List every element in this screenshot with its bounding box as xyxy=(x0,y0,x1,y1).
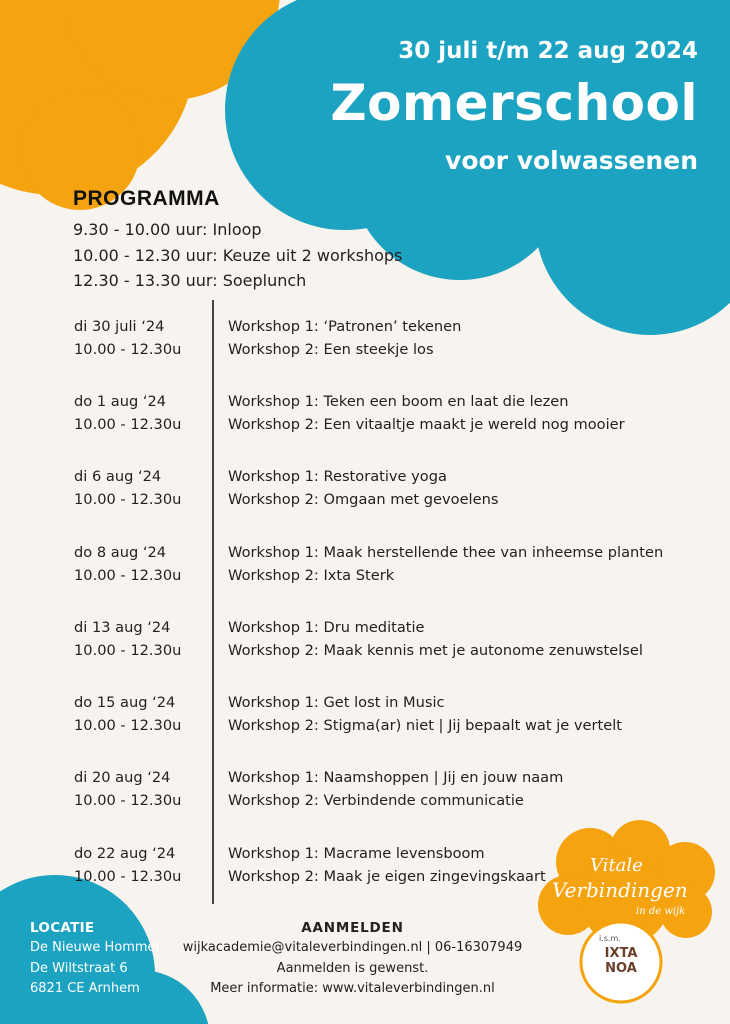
workshop-2: Workshop 2: Maak je eigen zingevingskaart xyxy=(228,868,546,885)
schedule-divider xyxy=(212,300,214,904)
workshop-2: Workshop 2: Maak kennis met je autonome zenuwstelsel xyxy=(228,642,643,659)
workshop-1: Workshop 1: Teken een boom en laat die lezen xyxy=(228,393,569,410)
programma-line: 9.30 - 10.00 uur: Inloop xyxy=(73,220,262,239)
workshop-2: Workshop 2: Verbindende communicatie xyxy=(228,792,524,809)
partner-logo-noa: NOA xyxy=(605,961,637,976)
workshop-1: Workshop 1: Macrame levensboom xyxy=(228,845,485,862)
workshop-2: Workshop 2: Een steekje los xyxy=(228,341,434,358)
workshop-1: Workshop 1: Restorative yoga xyxy=(228,468,447,485)
programma-line: 12.30 - 13.30 uur: Soeplunch xyxy=(73,271,307,290)
aanmelden-heading: AANMELDEN xyxy=(301,920,404,936)
locatie-line: 6821 CE Arnhem xyxy=(30,981,140,996)
page-title: Zomerschool xyxy=(330,74,698,132)
workshop-2: Workshop 2: Ixta Sterk xyxy=(228,567,395,584)
page-subtitle: voor volwassenen xyxy=(445,146,698,175)
workshop-2: Workshop 2: Stigma(ar) niet | Jij bepaalt wat je vertelt xyxy=(228,717,622,734)
session-date: do 8 aug ‘24 xyxy=(74,544,167,561)
logo-line-verbindingen: Verbindingen xyxy=(552,878,688,902)
workshop-2: Workshop 2: Een vitaaltje maakt je wereld nog mooier xyxy=(228,416,625,433)
ism-label: i.s.m. xyxy=(599,934,621,943)
session-time: 10.00 - 12.30u xyxy=(74,717,182,734)
workshop-1: Workshop 1: Get lost in Music xyxy=(228,694,445,711)
session-date: do 15 aug ‘24 xyxy=(74,694,176,711)
website-link[interactable]: Meer informatie: www.vitaleverbindingen.nl xyxy=(210,981,495,996)
session-date: di 30 juli ‘24 xyxy=(74,318,165,335)
locatie-heading: LOCATIE xyxy=(30,920,95,936)
aanmelden-note: Aanmelden is gewenst. xyxy=(276,961,429,976)
programma-heading: PROGRAMMA xyxy=(73,187,220,210)
contact-info[interactable]: wijkacademie@vitaleverbindingen.nl | 06-16307949 xyxy=(182,940,523,955)
locatie-line: De Nieuwe Hommel xyxy=(30,940,160,955)
workshop-1: Workshop 1: Dru meditatie xyxy=(228,619,425,636)
session-date: di 20 aug ‘24 xyxy=(74,769,171,786)
logo-line-wijk: in de wijk xyxy=(636,906,686,917)
workshop-1: Workshop 1: Naamshoppen | Jij en jouw naam xyxy=(228,769,564,786)
session-date: di 13 aug ‘24 xyxy=(74,619,171,636)
locatie-line: De Wiltstraat 6 xyxy=(30,961,128,976)
session-time: 10.00 - 12.30u xyxy=(74,868,182,885)
session-time: 10.00 - 12.30u xyxy=(74,792,182,809)
date-range: 30 juli t/m 22 aug 2024 xyxy=(398,38,698,64)
session-date: do 22 aug ‘24 xyxy=(74,845,176,862)
session-time: 10.00 - 12.30u xyxy=(74,341,182,358)
partner-logo-ixta: IXTA xyxy=(604,946,638,961)
workshop-1: Workshop 1: Maak herstellende thee van inheemse planten xyxy=(228,544,664,561)
session-date: do 1 aug ‘24 xyxy=(74,393,167,410)
workshop-2: Workshop 2: Omgaan met gevoelens xyxy=(228,491,499,508)
session-time: 10.00 - 12.30u xyxy=(74,416,182,433)
logo-line-vitale: Vitale xyxy=(590,855,643,876)
programma-line: 10.00 - 12.30 uur: Keuze uit 2 workshops xyxy=(73,246,403,265)
session-time: 10.00 - 12.30u xyxy=(74,642,182,659)
session-time: 10.00 - 12.30u xyxy=(74,567,182,584)
workshop-1: Workshop 1: ‘Patronen’ tekenen xyxy=(228,318,462,335)
session-time: 10.00 - 12.30u xyxy=(74,491,182,508)
session-date: di 6 aug ‘24 xyxy=(74,468,162,485)
